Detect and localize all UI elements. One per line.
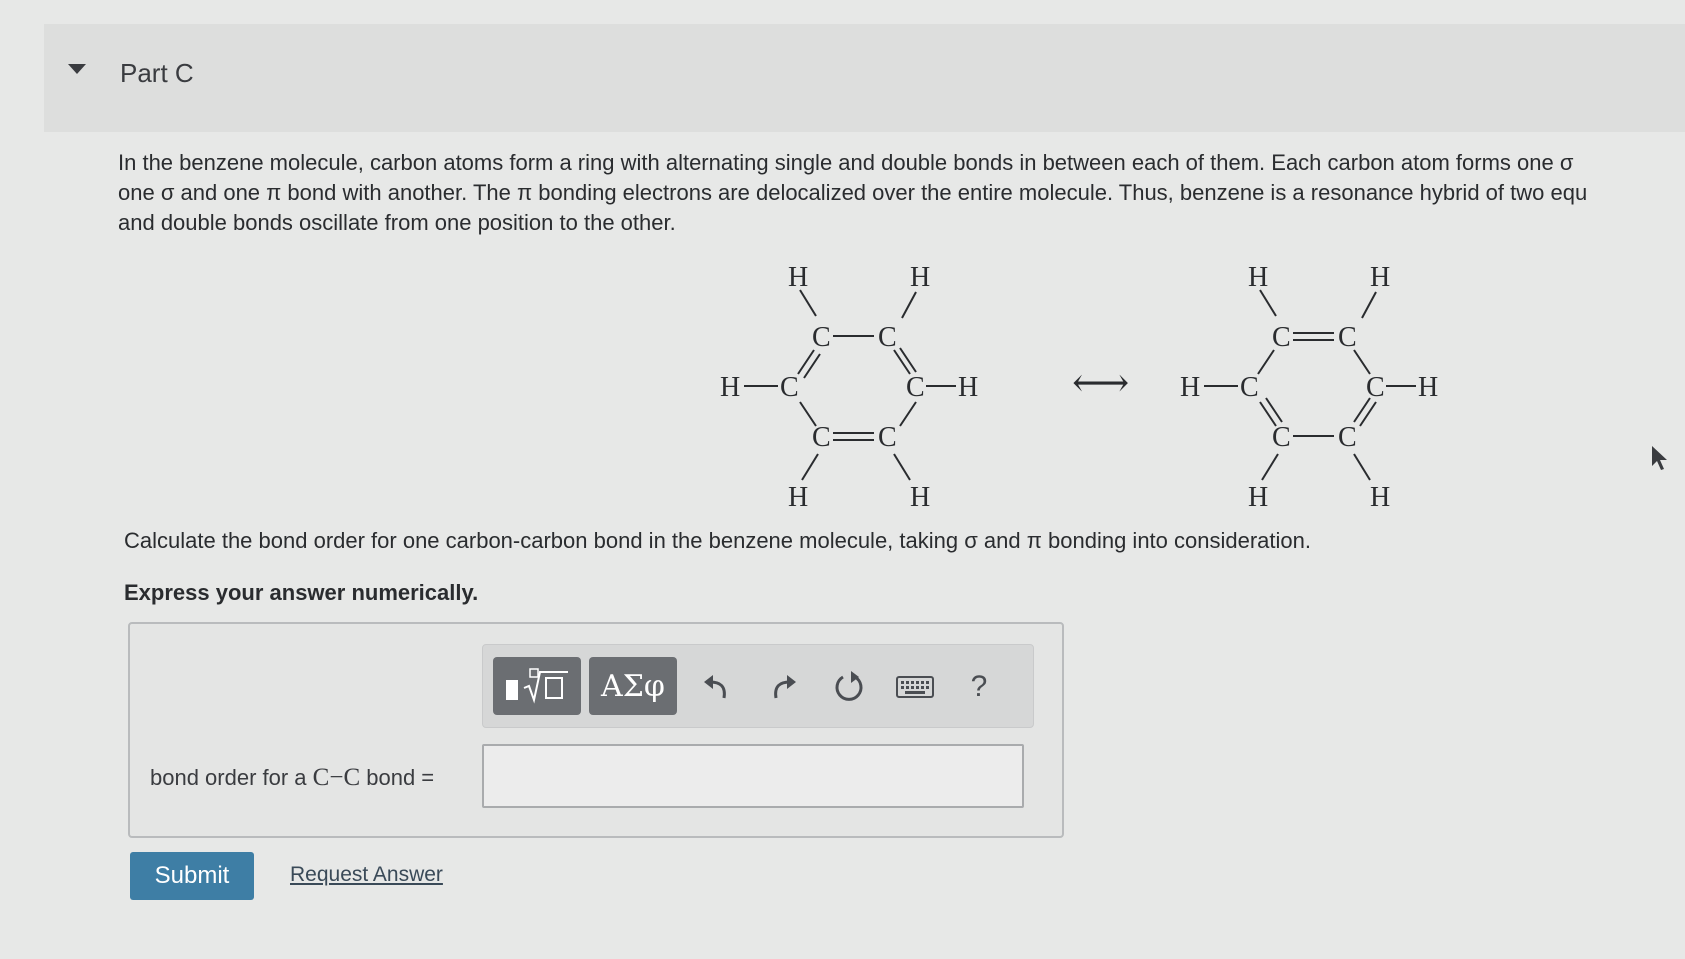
atom-h: H xyxy=(788,482,809,512)
atom-h: H xyxy=(1370,482,1391,512)
atom-c: C xyxy=(812,422,831,453)
atom-h: H xyxy=(1248,482,1269,512)
answer-label-prefix: bond order for a xyxy=(150,765,307,790)
benzene-structure-1 xyxy=(720,262,978,512)
answer-label xyxy=(150,764,434,792)
help-button[interactable]: ? xyxy=(970,670,988,703)
atom-c: C xyxy=(1240,372,1259,403)
atom-c: C xyxy=(1272,322,1291,353)
atom-h: H xyxy=(1180,372,1201,403)
atom-c: C xyxy=(1366,372,1385,403)
atom-h: H xyxy=(1418,372,1439,403)
benzene-structure-2 xyxy=(1180,262,1438,512)
answer-label-chem: C−C xyxy=(312,764,361,791)
answer-instruction: Express your answer numerically. xyxy=(124,580,479,605)
atom-c: C xyxy=(1338,322,1357,353)
problem-statement xyxy=(118,148,1685,238)
problem-line-1: In the benzene molecule, carbon atoms form a ring with alternating single and double bonds in between each of them. Each carbon atom forms one σ xyxy=(118,150,1574,175)
atom-h: H xyxy=(1248,262,1269,293)
redo-icon[interactable] xyxy=(761,665,805,709)
problem-line-2: one σ and one π bond with another. The π bonding electrons are delocalized over the entire molecule. Thus, benzene is a resonance hybrid of two equ xyxy=(118,180,1588,205)
atom-h: H xyxy=(1370,262,1391,293)
benzene-structures-svg xyxy=(720,262,1460,512)
benzene-resonance-structures xyxy=(720,262,1460,512)
problem-line-3: and double bonds oscillate from one position to the other. xyxy=(118,210,676,235)
answer-box xyxy=(128,622,1064,838)
atom-c: C xyxy=(878,422,897,453)
submit-button[interactable]: Submit xyxy=(130,852,254,900)
request-answer-link[interactable]: Request Answer xyxy=(290,863,443,886)
templates-button[interactable] xyxy=(493,657,581,715)
answer-label-suffix: bond = xyxy=(366,765,435,790)
atom-h: H xyxy=(788,262,809,293)
atom-c: C xyxy=(1338,422,1357,453)
collapse-caret-icon[interactable] xyxy=(68,64,86,74)
atom-h: H xyxy=(720,372,741,403)
greek-symbols-button[interactable]: ΑΣφ xyxy=(589,657,677,715)
reset-icon[interactable] xyxy=(827,665,871,709)
atom-c: C xyxy=(878,322,897,353)
undo-icon[interactable] xyxy=(695,665,739,709)
part-header[interactable] xyxy=(44,24,1685,132)
atom-h: H xyxy=(910,262,931,293)
atom-h: H xyxy=(958,372,979,403)
atom-c: C xyxy=(780,372,799,403)
keyboard-icon[interactable] xyxy=(893,665,937,709)
math-toolbar xyxy=(482,644,1034,728)
question-text: Calculate the bond order for one carbon-carbon bond in the benzene molecule, taking σ and π bonding into consideration. xyxy=(124,528,1311,553)
part-title: Part C xyxy=(120,58,194,88)
resonance-arrow: ⟷ xyxy=(1072,360,1130,405)
fraction-sqrt-icon xyxy=(502,666,572,706)
atom-c: C xyxy=(906,372,925,403)
mouse-cursor-icon xyxy=(1650,444,1672,479)
atom-c: C xyxy=(812,322,831,353)
atom-h: H xyxy=(910,482,931,512)
atom-c: C xyxy=(1272,422,1291,453)
bond-order-input[interactable] xyxy=(482,744,1024,808)
